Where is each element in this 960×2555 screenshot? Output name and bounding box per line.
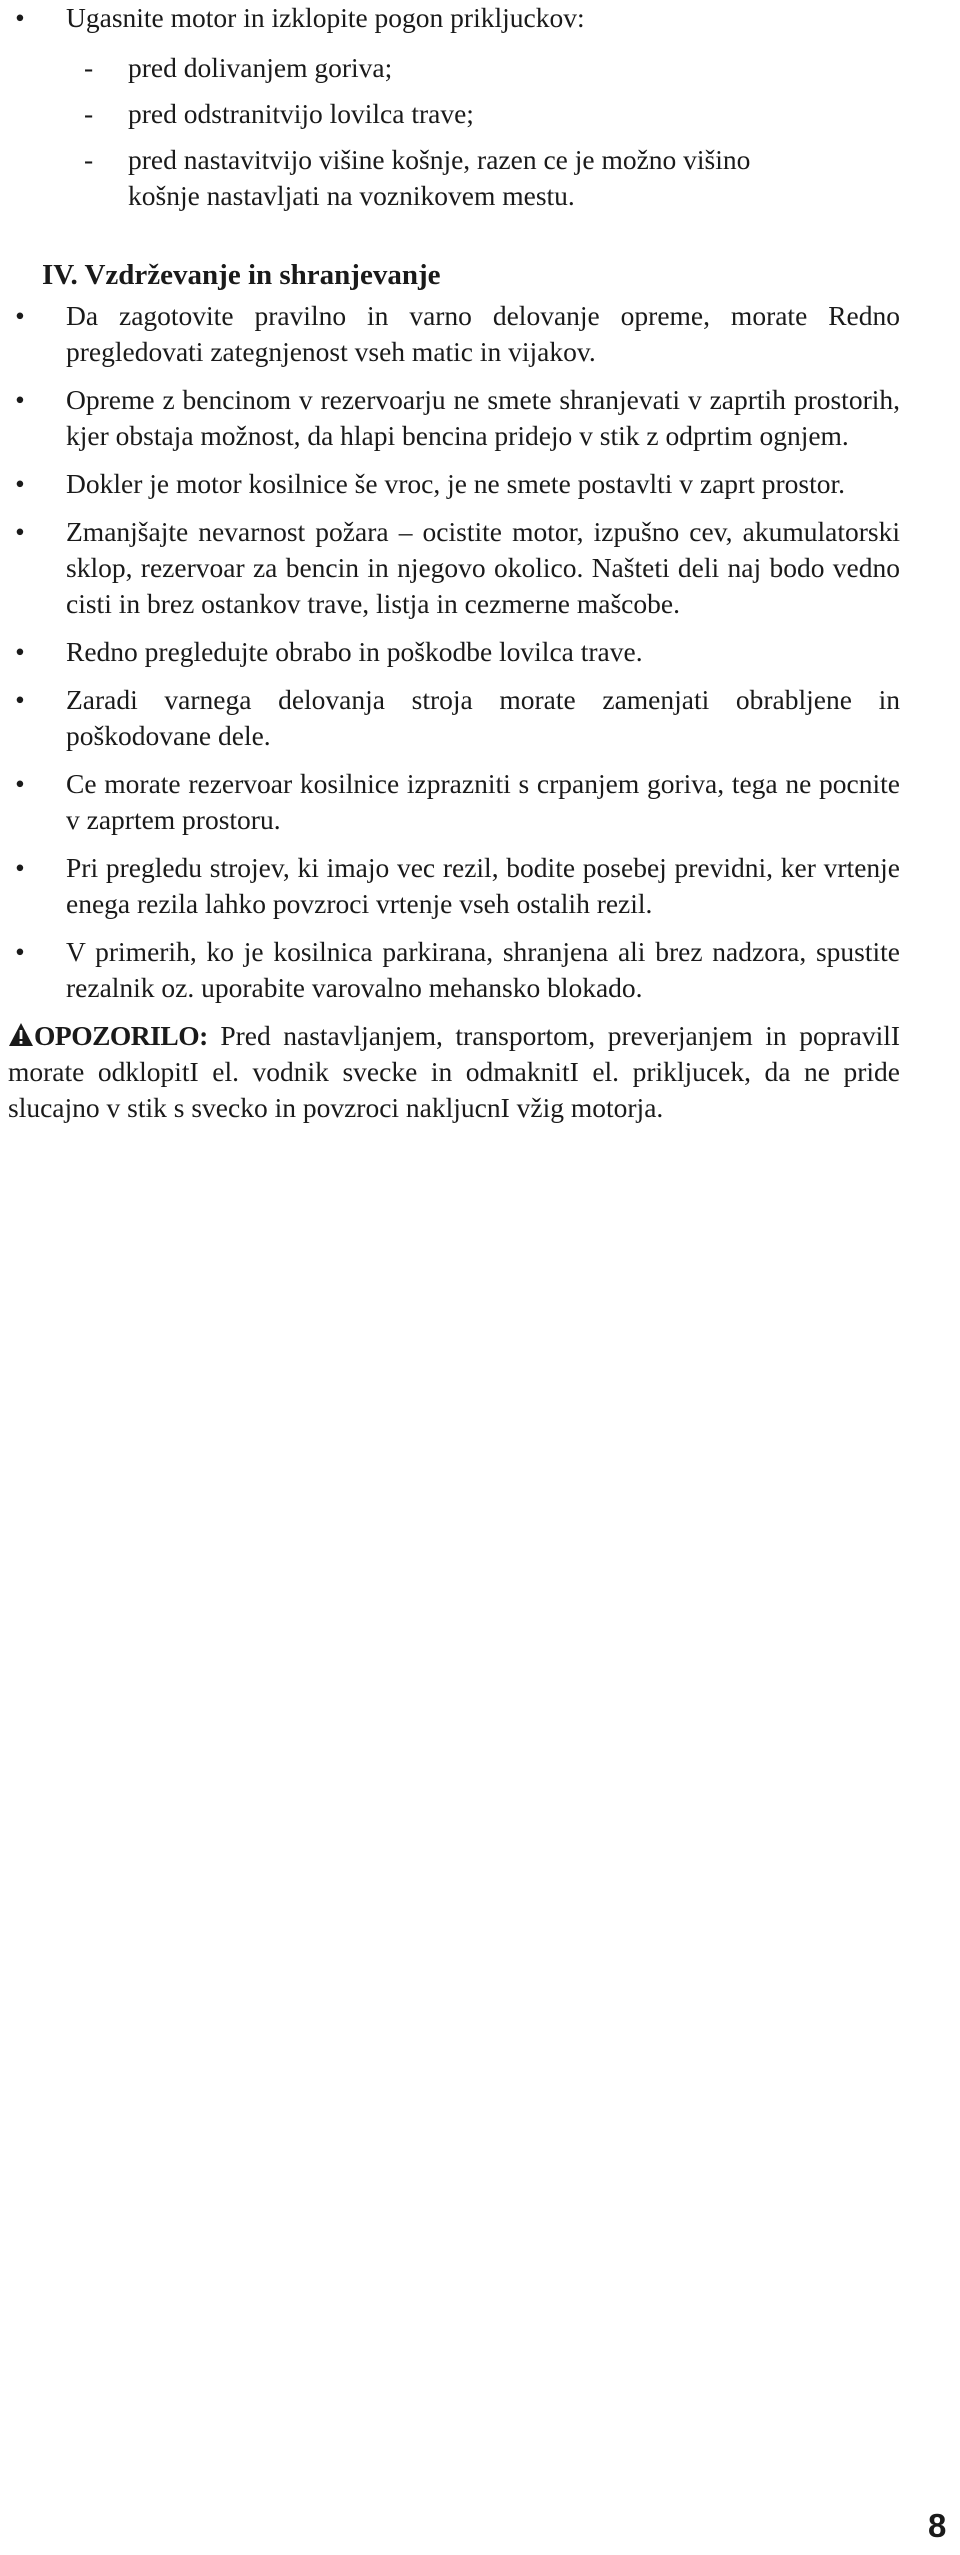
sub-item-text: pred nastavitvijo višine košnje, razen ce je možno višino xyxy=(128,144,751,175)
sub-item-text: košnje nastavljati na voznikovem mestu. xyxy=(128,180,575,211)
bullet-mark: • xyxy=(15,516,25,547)
list-item xyxy=(0,682,900,754)
list-item xyxy=(0,850,900,922)
warning-note xyxy=(0,1018,900,1126)
section-number: IV. xyxy=(42,259,78,291)
warning-text: Pred nastavljanjem, transportom, preverjanjem in popravilI morate odklopitI el. vodnik svecke in odmaknitI el. prikljucek, da ne pride slucajno v stik s svecko in povzroci nakljucnI vžig motorja. xyxy=(8,1020,901,1123)
list-item-text: Zaradi varnega delovanja stroja morate zamenjati obrabljene in poškodovane dele. xyxy=(66,684,900,751)
intro-sub-item-continuation xyxy=(0,178,900,214)
bullet-mark: • xyxy=(15,384,25,415)
list-item-text: Zmanjšajte nevarnost požara – ocistite motor, izpušno cev, akumulatorski sklop, rezervoar za bencin in njegovo okolico. Našteti deli naj bodo vedno cisti in brez ostankov trave, listja in cezmerne mašcobe. xyxy=(66,516,900,619)
warning-triangle-icon xyxy=(8,1022,34,1048)
sub-item-text: pred odstranitvijo lovilca trave; xyxy=(128,98,474,129)
list-item-text: Dokler je motor kosilnice še vroc, je ne smete postavlti v zaprt prostor. xyxy=(66,468,845,499)
bullet-mark: • xyxy=(15,300,25,331)
list-item xyxy=(0,514,900,622)
list-item-text: Pri pregledu strojev, ki imajo vec rezil, bodite posebej previdni, ker vrtenje enega rezila lahko povzroci vrtenje vseh ostalih rezil. xyxy=(66,852,900,919)
section-heading xyxy=(42,256,900,294)
bullet-mark: • xyxy=(15,768,25,799)
list-item xyxy=(0,934,900,1006)
list-item xyxy=(0,382,900,454)
bullet-mark: • xyxy=(15,2,25,33)
page-content xyxy=(0,0,900,1126)
list-item-text: Da zagotovite pravilno in varno delovanje opreme, morate Redno pregledovati zategnjenost vseh matic in vijakov. xyxy=(66,300,900,367)
list-item-text: V primerih, ko je kosilnica parkirana, shranjena ali brez nadzora, spustite rezalnik oz. uporabite varovalno mehansko blokado. xyxy=(66,936,900,1003)
bullet-mark: • xyxy=(15,468,25,499)
intro-bullet xyxy=(0,0,900,36)
bullet-mark: • xyxy=(15,936,25,967)
dash-mark: - xyxy=(84,144,94,175)
bullet-mark: • xyxy=(15,636,25,667)
sub-item-text: pred dolivanjem goriva; xyxy=(128,52,393,83)
intro-sub-item xyxy=(0,50,900,86)
page-number: 8 xyxy=(928,2507,947,2544)
warning-label: OPOZORILO: xyxy=(34,1020,208,1051)
bullet-mark: • xyxy=(15,684,25,715)
list-item-text: Redno pregledujte obrabo in poškodbe lovilca trave. xyxy=(66,636,643,667)
list-item-text: Ce morate rezervoar kosilnice izprazniti s crpanjem goriva, tega ne pocnite v zaprtem prostoru. xyxy=(66,768,900,835)
list-item xyxy=(0,634,900,670)
list-item xyxy=(0,766,900,838)
intro-sub-item xyxy=(0,142,900,178)
list-item xyxy=(0,466,900,502)
list-item-text: Opreme z bencinom v rezervoarju ne smete shranjevati v zaprtih prostorih, kjer obstaja možnost, da hlapi bencina pridejo v stik z odprtim ognjem. xyxy=(66,384,900,451)
dash-mark: - xyxy=(84,98,94,129)
list-item xyxy=(0,298,900,370)
bullet-mark: • xyxy=(15,852,25,883)
dash-mark: - xyxy=(84,52,94,83)
section-title: Vzdrževanje in shranjevanje xyxy=(84,259,441,291)
intro-text: Ugasnite motor in izklopite pogon prikljuckov: xyxy=(66,2,585,33)
intro-sub-item xyxy=(0,96,900,132)
